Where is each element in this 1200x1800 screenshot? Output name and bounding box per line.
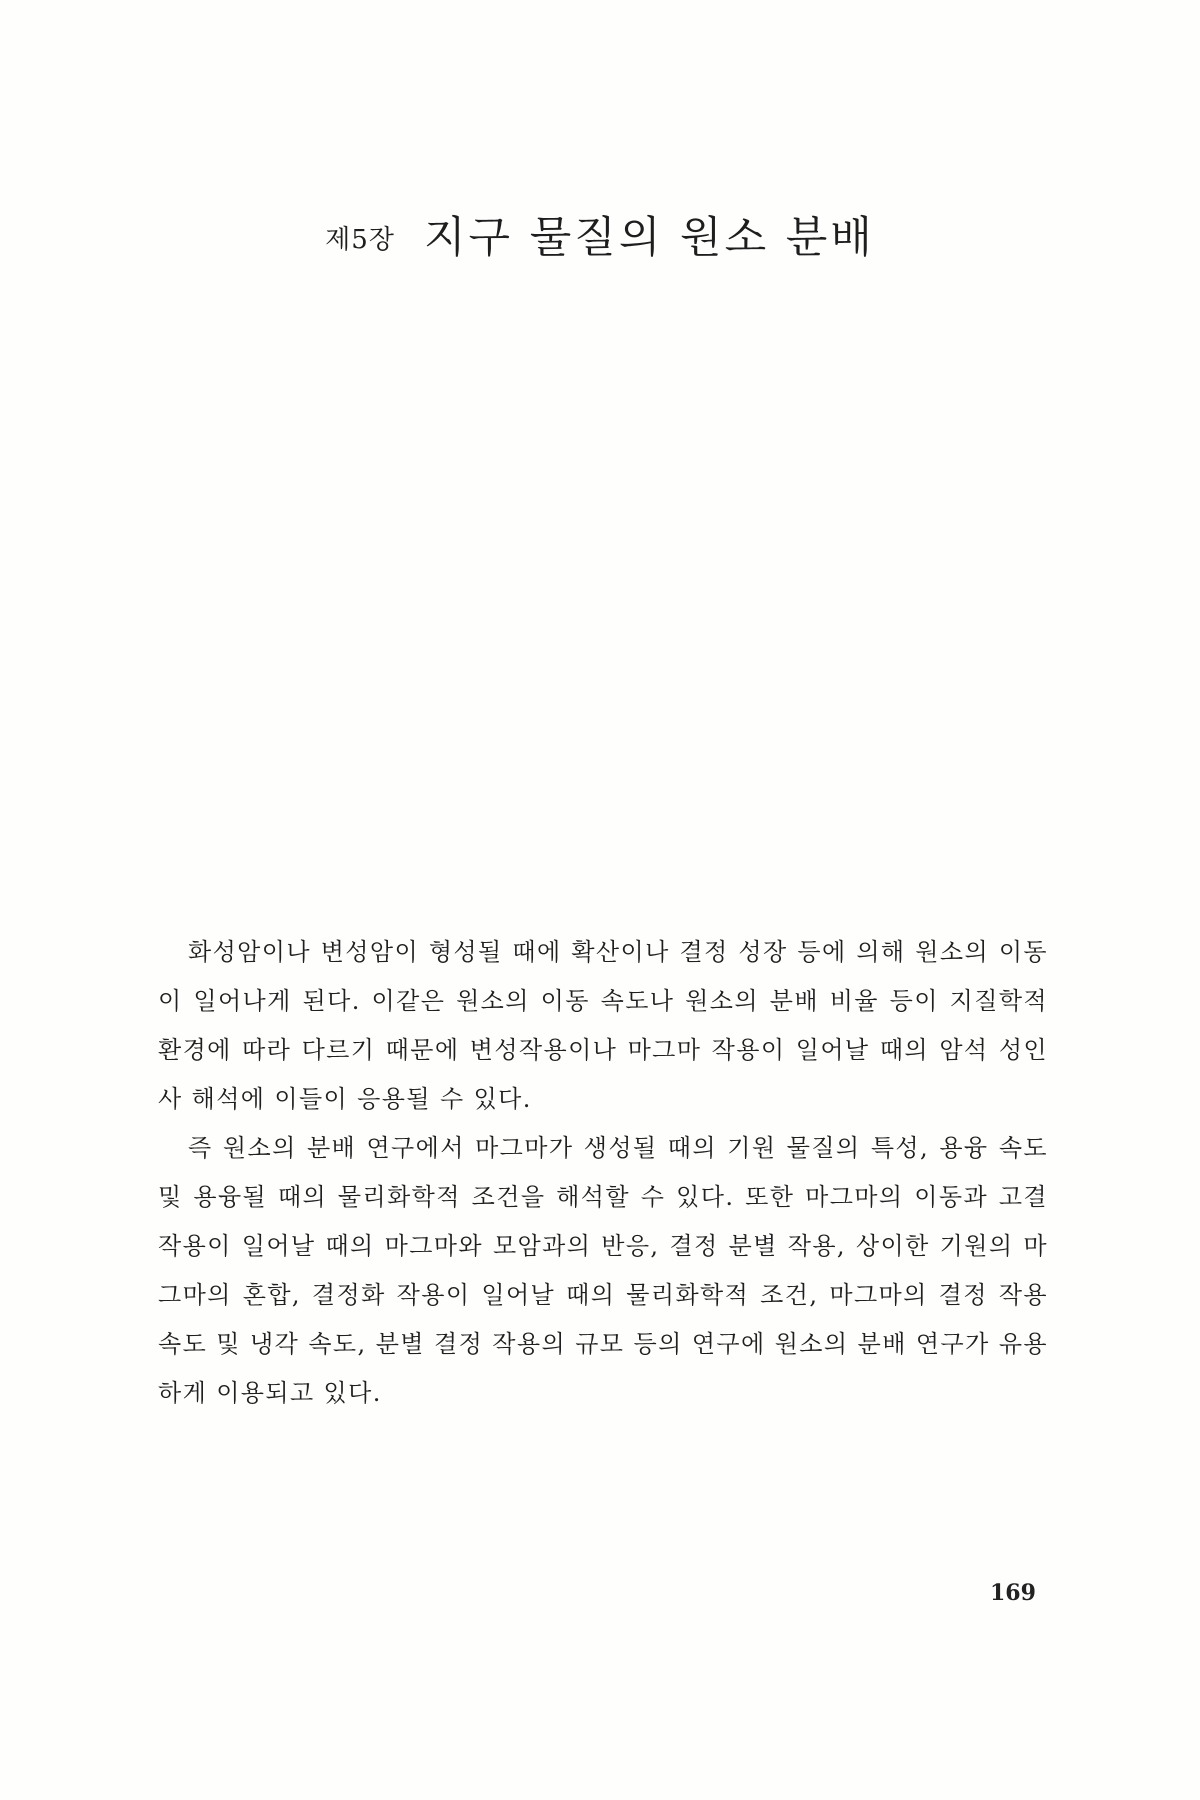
chapter-heading [0, 204, 1200, 265]
paragraph: 즉 원소의 분배 연구에서 마그마가 생성될 때의 기원 물질의 특성, 용융 속도 및 용융될 때의 물리화학적 조건을 해석할 수 있다. 또한 마그마의 이동과 고결 작용이 일어날 때의 마그마와 모암과의 반응, 결정 분별 작용, 상이한 기원의 마그마의 혼합, 결정화 작용이 일어날 때의 물리화학적 조건, 마그마의 결정 작용 속도 및 냉각 속도, 분별 결정 작용의 규모 등의 연구에 원소의 분배 연구가 유용하게 이용되고 있다. [158, 1134, 1048, 1407]
page-number: 169 [990, 1580, 1036, 1606]
body-text [158, 928, 1048, 1418]
chapter-label: 제5장 [325, 225, 395, 255]
chapter-title: 지구 물질의 원소 분배 [424, 213, 875, 263]
paragraph: 화성암이나 변성암이 형성될 때에 확산이나 결정 성장 등에 의해 원소의 이동이 일어나게 된다. 이같은 원소의 이동 속도나 원소의 분배 비율 등이 지질학적 환경에 따라 다르기 때문에 변성작용이나 마그마 작용이 일어날 때의 암석 성인사 해석에 이들이 응용될 수 있다. [158, 938, 1048, 1113]
